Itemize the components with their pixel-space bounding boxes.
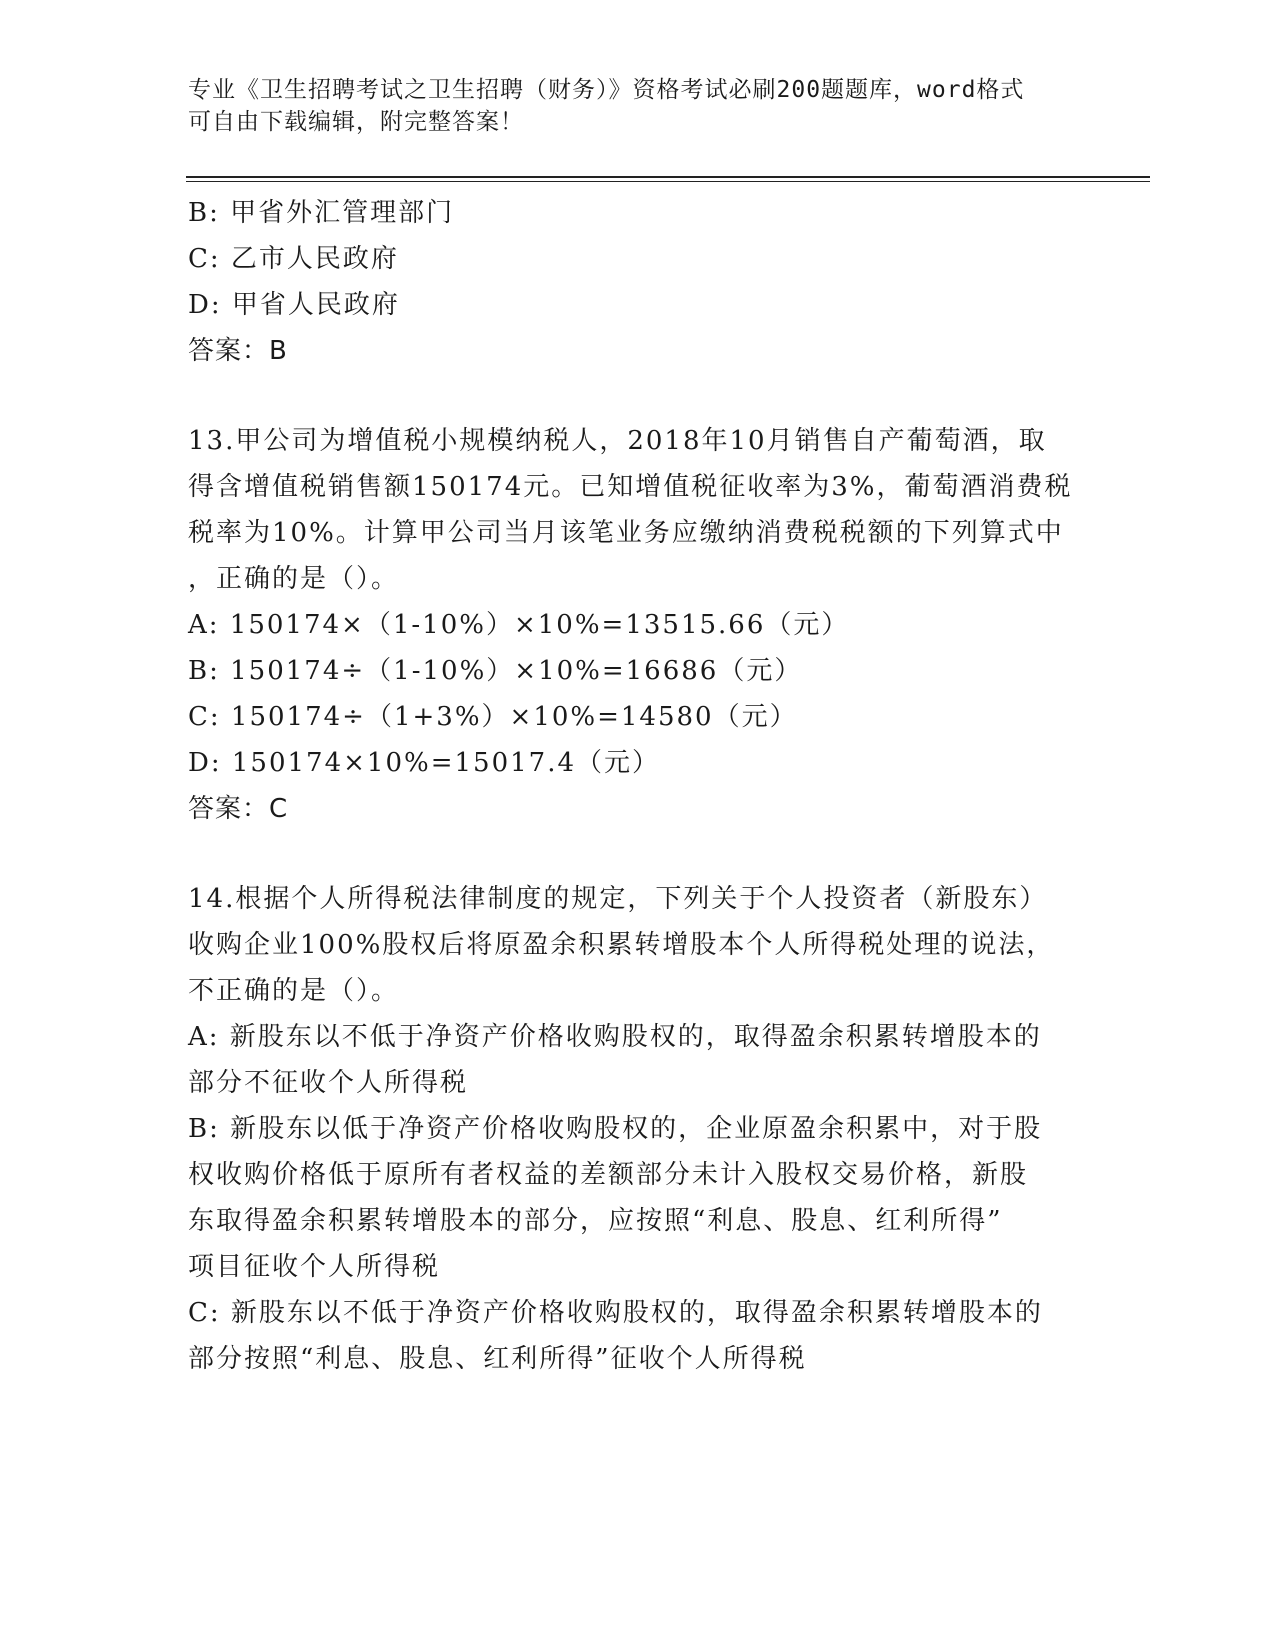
document-header: [188, 74, 1088, 138]
header-rule: [186, 176, 1150, 178]
question-stem-line: 税率为10%。计算甲公司当月该笔业务应缴纳消费税税额的下列算式中: [188, 518, 1064, 548]
spacer: [188, 374, 1088, 418]
question-stem-line: 收购企业100%股权后将原盈余积累转增股本个人所得税处理的说法，: [188, 930, 1055, 960]
option-b: B: 150174÷（1-10%）×10%=16686（元）: [188, 656, 803, 686]
header-line-1: 专业《卫生招聘考试之卫生招聘（财务）》资格考试必刷200题题库，word格式: [188, 77, 1025, 103]
question-stem-line: 13.甲公司为增值税小规模纳税人，2018年10月销售自产葡萄酒，取: [188, 426, 1047, 456]
option-b-line: 项目征收个人所得税: [188, 1252, 441, 1282]
option-c-line: 部分按照“利息、股息、红利所得”征收个人所得税: [188, 1344, 807, 1374]
question-stem-line: 得含增值税销售额150174元。已知增值税征收率为3%，葡萄酒消费税: [188, 472, 1073, 502]
question-stem-line: 不正确的是（）。: [188, 976, 400, 1006]
header-rule-thin: [186, 181, 1150, 182]
option-c: C: 乙市人民政府: [188, 244, 399, 274]
option-c-line: C: 新股东以不低于净资产价格收购股权的，取得盈余积累转增股本的: [188, 1298, 1043, 1328]
answer: 答案：B: [188, 336, 288, 366]
option-a-line: A: 新股东以不低于净资产价格收购股权的，取得盈余积累转增股本的: [188, 1022, 1042, 1052]
option-a: A: 150174×（1-10%）×10%=13515.66（元）: [188, 610, 850, 640]
question-13: [188, 418, 1088, 832]
option-b-line: B: 新股东以低于净资产价格收购股权的，企业原盈余积累中，对于股: [188, 1114, 1043, 1144]
option-b: B: 甲省外汇管理部门: [188, 198, 455, 228]
question-stem-line: 14.根据个人所得税法律制度的规定，下列关于个人投资者（新股东）: [188, 884, 1048, 914]
option-c: C: 150174÷（1+3%）×10%=14580（元）: [188, 702, 798, 732]
question-14: [188, 876, 1088, 1382]
option-a-line: 部分不征收个人所得税: [188, 1068, 469, 1098]
question-12: [188, 190, 1088, 374]
option-b-line: 权收购价格低于原所有者权益的差额部分未计入股权交易价格，新股: [188, 1160, 1029, 1190]
option-b-line: 东取得盈余积累转增股本的部分，应按照“利息、股息、红利所得”: [188, 1206, 1003, 1236]
header-line-2: 可自由下载编辑，附完整答案！: [188, 109, 524, 135]
option-d: D: 甲省人民政府: [188, 290, 400, 320]
question-stem-line: ，正确的是（）。: [188, 564, 400, 594]
answer: 答案：C: [188, 794, 289, 824]
option-d: D: 150174×10%=15017.4（元）: [188, 748, 660, 778]
document-body: [188, 190, 1088, 1382]
spacer: [188, 832, 1088, 876]
